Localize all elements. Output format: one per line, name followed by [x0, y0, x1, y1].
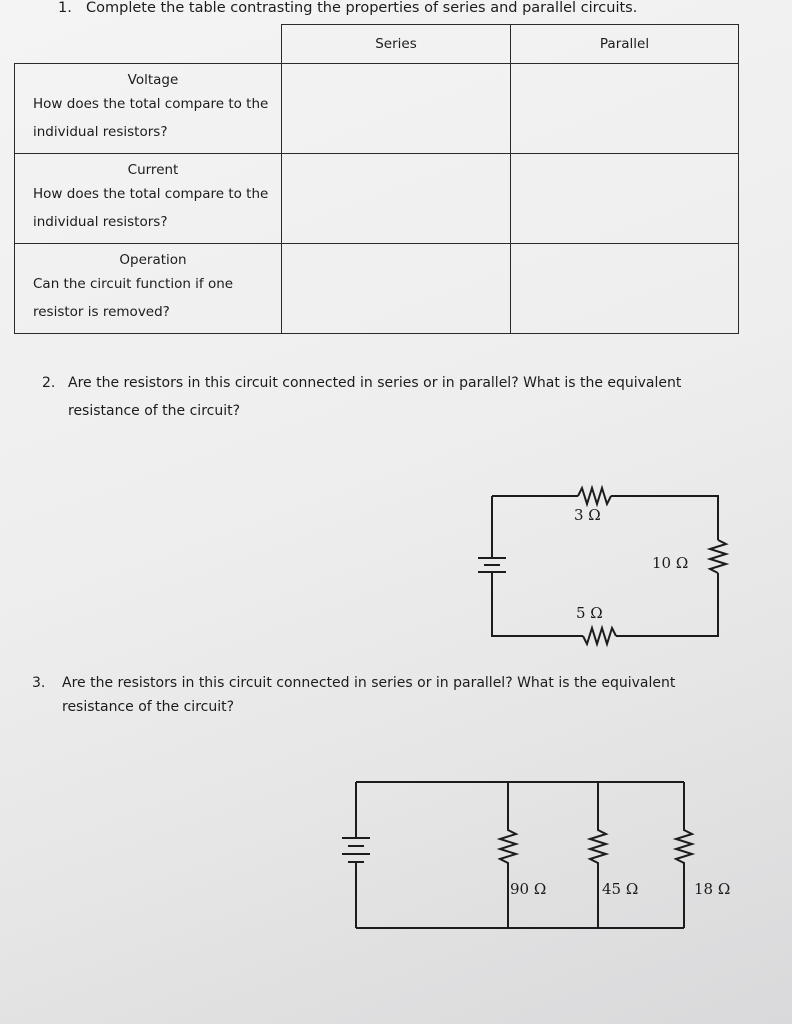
properties-table — [14, 24, 739, 334]
table-header-blank — [15, 25, 282, 64]
resistor-label-10-ohm: 10 Ω — [652, 554, 689, 572]
wire-top-right — [611, 496, 718, 540]
row-question: Can the circuit function if one resistor is removed? — [33, 276, 234, 320]
question-1-number: 1. — [58, 0, 72, 16]
answer-cell-voltage-parallel[interactable] — [511, 64, 739, 154]
answer-cell-operation-series[interactable] — [282, 244, 511, 334]
question-2-line-1: Are the resistors in this circuit connected in series or in parallel? What is the equivalent — [68, 375, 682, 391]
table-row — [15, 244, 739, 334]
wire-bottom — [492, 573, 583, 636]
table-header-series: Series — [282, 25, 511, 64]
resistor-5-ohm — [583, 628, 616, 644]
question-3-number: 3. — [32, 675, 46, 691]
table-row — [15, 154, 739, 244]
question-3-line-2: resistance of the circuit? — [62, 699, 235, 715]
row-name: Current — [127, 162, 179, 178]
table-row — [15, 64, 739, 154]
resistor-label-5-ohm: 5 Ω — [576, 604, 603, 622]
row-header-voltage — [15, 64, 282, 154]
resistor-18-ohm — [676, 782, 692, 928]
resistor-45-ohm — [590, 782, 606, 928]
answer-cell-current-parallel[interactable] — [511, 154, 739, 244]
answer-cell-operation-parallel[interactable] — [511, 244, 739, 334]
resistor-label-3-ohm: 3 Ω — [574, 506, 601, 524]
resistor-90-ohm — [500, 782, 516, 928]
answer-cell-voltage-series[interactable] — [282, 64, 511, 154]
series-circuit-diagram — [470, 478, 750, 653]
resistor-3-ohm — [578, 488, 611, 504]
question-2-line-2: resistance of the circuit? — [68, 403, 241, 419]
resistor-label-45-ohm: 45 Ω — [602, 880, 639, 898]
row-question: How does the total compare to the individual resistors? — [33, 186, 269, 230]
question-1-title: Complete the table contrasting the properties of series and parallel circuits. — [86, 0, 638, 16]
row-header-operation — [15, 244, 282, 334]
resistor-label-90-ohm: 90 Ω — [510, 880, 547, 898]
table-header-row — [15, 25, 739, 64]
question-2-number: 2. — [42, 375, 56, 391]
parallel-circuit-diagram — [326, 770, 766, 940]
answer-cell-current-series[interactable] — [282, 154, 511, 244]
row-header-current — [15, 154, 282, 244]
row-question: How does the total compare to the individual resistors? — [33, 96, 269, 140]
wire-right — [616, 573, 718, 636]
row-name: Operation — [119, 252, 187, 268]
question-3-line-1: Are the resistors in this circuit connected in series or in parallel? What is the equivalent — [62, 675, 676, 691]
table-header-parallel: Parallel — [511, 25, 739, 64]
row-name: Voltage — [127, 72, 179, 88]
resistor-label-18-ohm: 18 Ω — [694, 880, 731, 898]
resistor-10-ohm — [710, 540, 726, 573]
